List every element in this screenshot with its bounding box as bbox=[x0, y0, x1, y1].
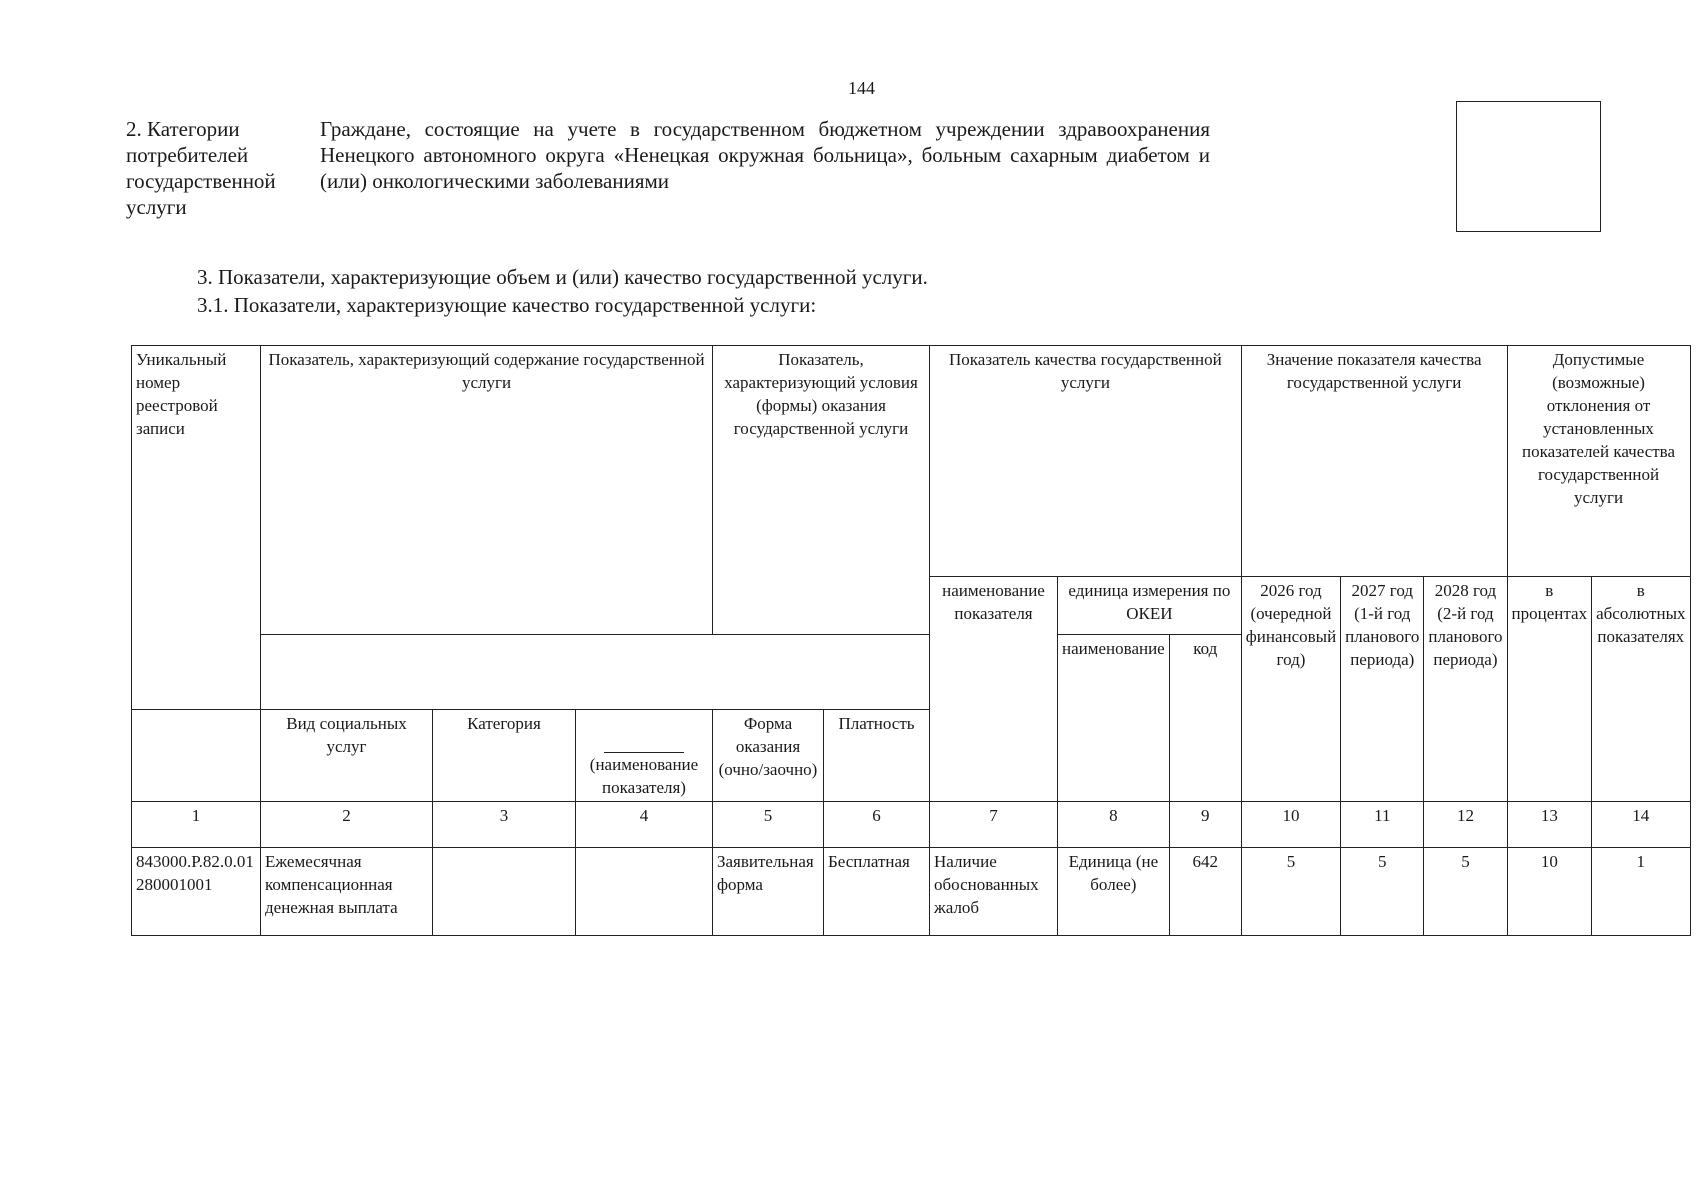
header-indicator-value: Значение показателя качества государственной услуги bbox=[1241, 346, 1507, 577]
header-service-form: Форма оказания (очно/заочно) bbox=[713, 710, 824, 802]
header-social-service-kind: Вид социальных услуг bbox=[261, 710, 433, 802]
blank-line bbox=[604, 738, 684, 753]
cell-value-2028: 5 bbox=[1424, 848, 1507, 936]
cell-value-2027: 5 bbox=[1341, 848, 1424, 936]
header-spacer bbox=[261, 635, 930, 710]
header-allowed-deviation: Допустимые (возможные) отклонения от установленных показателей качества государственной услуги bbox=[1507, 346, 1690, 577]
header-year-2028: 2028 год (2-й год планового периода) bbox=[1424, 577, 1507, 802]
cell-social-service-kind: Ежемесячная компенсационная денежная выплата bbox=[261, 848, 433, 936]
cell-payment: Бесплатная bbox=[824, 848, 930, 936]
col-number: 4 bbox=[576, 802, 713, 848]
cell-service-form: Заявительная форма bbox=[713, 848, 824, 936]
col-number: 8 bbox=[1058, 802, 1170, 848]
cell-blank-indicator bbox=[576, 848, 713, 936]
col-number: 12 bbox=[1424, 802, 1507, 848]
cell-unique-number: 843000.Р.82.0.01280001001 bbox=[132, 848, 261, 936]
registry-code-box bbox=[1456, 101, 1601, 232]
header-deviation-absolute: в абсолютных показателях bbox=[1592, 577, 1690, 802]
header-year-2026: 2026 год (очередной финансовый год) bbox=[1241, 577, 1340, 802]
category-label: 2. Категории потребителей государственной услуги bbox=[126, 117, 276, 219]
header-blank-indicator bbox=[576, 710, 713, 802]
cell-unit-name: Единица (не более) bbox=[1058, 848, 1170, 936]
col-number: 11 bbox=[1341, 802, 1424, 848]
section-3-1-heading: 3.1. Показатели, характеризующие качество государственной услуги: bbox=[197, 293, 817, 317]
header-year-2027: 2027 год (1-й год планового периода) bbox=[1341, 577, 1424, 802]
header-unique-number: Уникальный номер реестровой записи bbox=[132, 346, 261, 710]
quality-indicators-table bbox=[131, 345, 1691, 936]
header-deviation-percent: в процентах bbox=[1507, 577, 1592, 802]
section-3-heading: 3. Показатели, характеризующие объем и (или) качество государственной услуги. bbox=[197, 265, 928, 289]
cell-deviation-absolute: 1 bbox=[1592, 848, 1690, 936]
header-payment: Платность bbox=[824, 710, 930, 802]
header-unit-name: наименование bbox=[1058, 635, 1170, 802]
col-number: 3 bbox=[433, 802, 576, 848]
cell-deviation-percent: 10 bbox=[1507, 848, 1592, 936]
col-number: 5 bbox=[713, 802, 824, 848]
col-number: 7 bbox=[930, 802, 1058, 848]
header-unit-code: код bbox=[1169, 635, 1241, 802]
page-number: 144 bbox=[848, 78, 875, 98]
header-quality-indicator: Показатель качества государственной услуги bbox=[930, 346, 1242, 577]
cell-category bbox=[433, 848, 576, 936]
header-category: Категория bbox=[433, 710, 576, 802]
header-blank-indicator-label: (наименование показателя) bbox=[589, 755, 699, 797]
cell-value-2026: 5 bbox=[1241, 848, 1340, 936]
col-number: 13 bbox=[1507, 802, 1592, 848]
cell-indicator-name: Наличие обоснованных жалоб bbox=[930, 848, 1058, 936]
col-number: 10 bbox=[1241, 802, 1340, 848]
col-number: 2 bbox=[261, 802, 433, 848]
header-indicator-name: наименование показателя bbox=[930, 577, 1058, 802]
col-number: 6 bbox=[824, 802, 930, 848]
header-unique-lower bbox=[132, 710, 261, 802]
category-text: Граждане, состоящие на учете в государственном бюджетном учреждении здравоохранения Ненецкого автономного округа «Ненецкая окружная больница», больным сахарным диабетом и (или) онкологическими заболеваниями bbox=[320, 117, 1210, 193]
cell-unit-code: 642 bbox=[1169, 848, 1241, 936]
col-number: 14 bbox=[1592, 802, 1690, 848]
col-number: 9 bbox=[1169, 802, 1241, 848]
header-unit-okei: единица измерения по ОКЕИ bbox=[1058, 577, 1242, 635]
col-number: 1 bbox=[132, 802, 261, 848]
header-content-indicator: Показатель, характеризующий содержание государственной услуги bbox=[261, 346, 713, 635]
header-conditions-indicator: Показатель, характеризующий условия (формы) оказания государственной услуги bbox=[713, 346, 930, 635]
table-row bbox=[132, 848, 1691, 936]
